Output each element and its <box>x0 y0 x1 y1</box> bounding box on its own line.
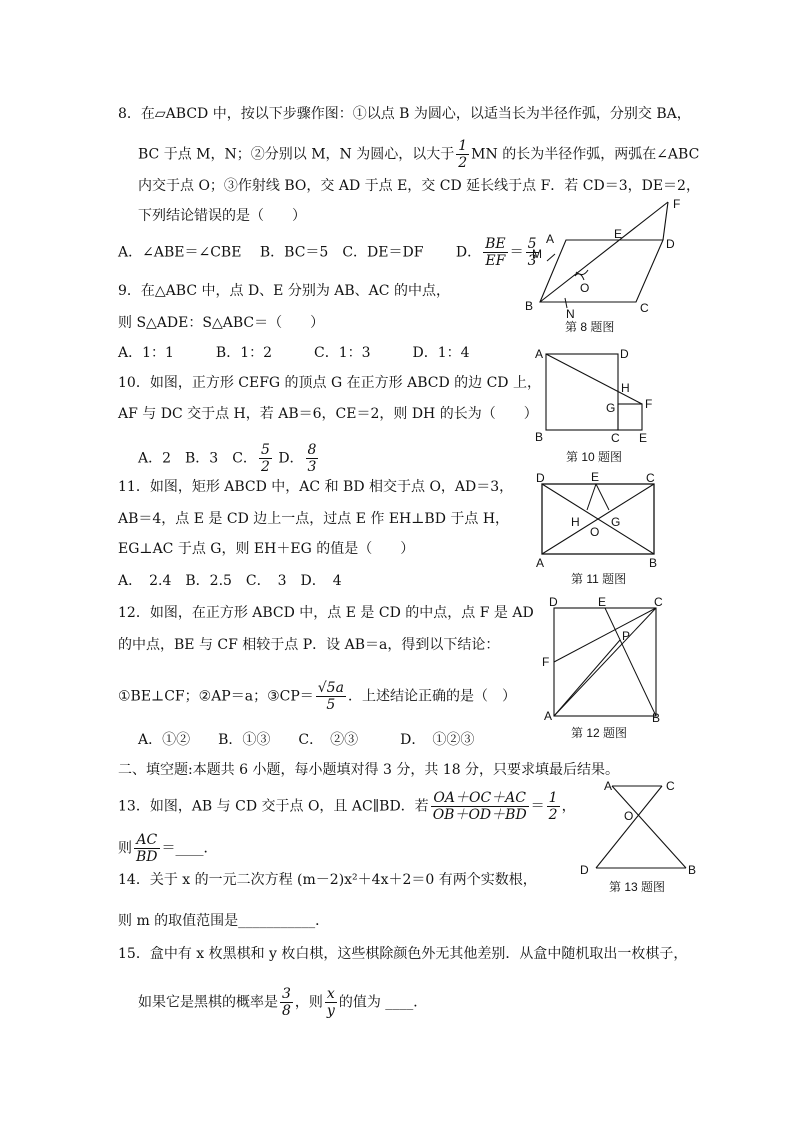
q10-label-g: G <box>606 401 616 415</box>
q10-label-h: H <box>621 381 630 395</box>
q13-line1-a: 13．如图，AB 与 CD 交于点 O，且 AC∥BD．若 <box>118 798 429 815</box>
q8-figure <box>518 196 688 324</box>
q12-line3-a: ①BE⊥CF；②AP＝a；③CP＝ <box>118 688 314 705</box>
q15-ratio-fraction <box>325 986 337 1019</box>
q10-optd-num: 8 <box>307 442 317 458</box>
q10-optd-fraction <box>306 442 319 475</box>
q13-line2 <box>118 832 218 865</box>
section2-heading: 二、填空题:本题共 6 小题，每小题填对得 3 分，共 18 分，只要求填最后结果。 <box>118 762 620 778</box>
q12-label-e: E <box>598 596 607 609</box>
q12-label-c: C <box>654 596 663 609</box>
q14-line1: 14．关于 x 的一元二次方程 (m－2)x²＋4x＋2＝0 有两个实数根， <box>118 872 537 888</box>
q10-figure <box>532 344 662 452</box>
q14-line2: 则 m 的取值范围是___________． <box>118 913 330 929</box>
q13-ans-fraction <box>134 832 160 865</box>
q12-figure <box>538 596 668 730</box>
q11-label-h: H <box>571 515 580 529</box>
q12-label-a: A <box>544 709 553 723</box>
q13-big-num: OA＋OC＋AC <box>431 790 529 807</box>
q13-ans-den: BD <box>136 849 158 865</box>
q13-big-fraction <box>431 790 529 823</box>
q11-line1: 11．如图，矩形 ABCD 中，AC 和 BD 相交于点 O，AD＝3， <box>118 479 514 495</box>
q11-label-e: E <box>591 470 600 484</box>
q9-line2: 则 S△ADE：S△ABC＝（ ） <box>118 315 325 331</box>
q11-label-g: G <box>611 515 621 529</box>
q8-half-den: 2 <box>458 155 468 171</box>
q8-line2-b: MN 的长为半径作弧，两弧在∠ABC <box>471 146 700 163</box>
q8-label-n: N <box>566 307 575 320</box>
q12-cp-den: 5 <box>326 697 336 713</box>
q15-line2-b: ，则 <box>294 994 323 1011</box>
q12-line2: 的中点，BE 与 CF 相较于点 P．设 AB＝a，得到以下结论： <box>118 637 500 653</box>
q12-label-p: P <box>622 629 631 643</box>
q12-line3-b: ．上述结论正确的是（ ） <box>347 688 516 705</box>
q8-label-f: F <box>673 197 681 211</box>
q11-caption: 第 11 题图 <box>571 572 627 586</box>
q13-ans-num: AC <box>134 832 160 849</box>
q8-label-c: C <box>640 301 649 315</box>
q8-half-fraction <box>456 138 469 171</box>
q10-label-e: E <box>639 431 648 445</box>
q12-caption: 第 12 题图 <box>571 726 628 740</box>
q13-label-o: O <box>624 809 634 823</box>
q8-optd-eq: ＝ <box>509 244 524 261</box>
q13-line2-a: 则 <box>118 840 132 857</box>
q8-options <box>118 236 541 269</box>
q13-val-den: 2 <box>548 807 558 823</box>
q8-half-num: 1 <box>458 138 468 154</box>
q8-label-a: A <box>546 232 555 246</box>
q15-prob-den: 8 <box>282 1003 291 1019</box>
q13-label-d: D <box>580 863 589 877</box>
q13-label-a: A <box>604 779 613 793</box>
q8-options-text: A．∠ABE＝∠CBE B．BC＝5 C．DE＝DF D． <box>118 244 482 261</box>
q13-line2-b: ＝____． <box>161 840 218 857</box>
q13-label-b: B <box>688 863 697 877</box>
q15-line1: 15．盒中有 x 枚黑棋和 y 枚白棋，这些棋除颜色外无其他差别．从盒中随机取出一枚棋子， <box>118 946 688 962</box>
q12-cp-num: √5a <box>317 680 344 696</box>
q10-optd-den: 3 <box>307 459 317 475</box>
q11-label-d: D <box>536 471 545 485</box>
q10-options <box>138 442 320 475</box>
q10-optc-num: 5 <box>260 442 270 458</box>
q11-label-o: O <box>590 525 600 539</box>
q10-optc-fraction <box>259 442 272 475</box>
q10-line1: 10．如图，正方形 CEFG 的顶点 G 在正方形 ABCD 的边 CD 上， <box>118 375 541 391</box>
q13-val-num: 1 <box>548 790 558 806</box>
q11-label-b: B <box>649 556 658 570</box>
q8-optd-den: EF <box>485 253 506 269</box>
q15-line2-a: 如果它是黑棋的概率是 <box>138 994 278 1011</box>
q11-options: A． 2.4 B．2.5 C． 3 D． 4 <box>118 573 342 589</box>
q12-options: A．①② B．①③ C． ②③ D． ①②③ <box>138 732 475 748</box>
q13-line1 <box>118 790 576 823</box>
q8-line2-a: BC 于点 M，N；②分别以 M，N 为圆心，以大于 <box>138 146 455 163</box>
q15-ratio-num: x <box>325 986 337 1003</box>
q15-line2 <box>138 986 427 1019</box>
q13-label-c: C <box>666 779 675 793</box>
q8-optd-fraction <box>483 236 508 269</box>
q11-figure <box>530 470 665 574</box>
q8-label-d: D <box>666 237 675 251</box>
q8-caption: 第 8 题图 <box>565 320 615 334</box>
q13-figure <box>572 774 702 884</box>
q8-optd-vnum: 5 <box>527 236 537 252</box>
q10-caption: 第 10 题图 <box>566 450 623 464</box>
q12-cp-fraction <box>316 680 346 713</box>
q9-line1: 9．在△ABC 中，点 D、E 分别为 AB、AC 的中点， <box>118 283 450 299</box>
q12-label-f: F <box>542 655 550 669</box>
q11-line3: EG⊥AC 于点 G，则 EH＋EG 的值是（ ） <box>118 541 415 557</box>
q12-line3 <box>118 680 516 713</box>
q12-label-b: B <box>652 711 661 725</box>
q8-label-m: M <box>532 247 542 261</box>
q8-label-e: E <box>614 227 623 241</box>
q9-options: A．1：1 B．1：2 C．1：3 D．1：4 <box>118 345 470 361</box>
q15-ratio-den: y <box>326 1003 335 1019</box>
q15-prob-num: 3 <box>282 986 291 1002</box>
q8-label-b: B <box>525 299 534 313</box>
q8-optd-num: BE <box>485 236 506 252</box>
q8-line2 <box>138 138 699 171</box>
q13-big-den: OB＋OD＋BD <box>432 807 527 823</box>
q12-label-d: D <box>549 596 558 609</box>
q8-label-o: O <box>580 281 590 295</box>
q15-prob-fraction <box>280 986 293 1019</box>
q10-label-b: B <box>535 430 544 444</box>
q10-line2: AF 与 DC 交于点 H，若 AB＝6，CE＝2，则 DH 的长为（ ） <box>118 406 538 422</box>
q13-eq: ＝ <box>530 798 545 815</box>
q13-val-fraction <box>547 790 560 823</box>
q11-label-a: A <box>536 556 545 570</box>
q8-line1: 8．在▱ABCD 中，按以下步骤作图：①以点 B 为圆心，以适当长为半径作弧，分别交 BA， <box>118 106 691 122</box>
q10-options-text: A．2 B．3 C． <box>138 450 257 467</box>
q10-label-a: A <box>535 347 544 361</box>
q11-label-c: C <box>646 471 655 485</box>
q11-line2: AB＝4，点 E 是 CD 边上一点，过点 E 作 EH⊥BD 于点 H， <box>118 511 510 527</box>
q10-label-c: C <box>611 431 620 445</box>
q10-label-d: D <box>620 347 629 361</box>
q10-optc-den: 2 <box>260 459 270 475</box>
q12-line1: 12．如图，在正方形 ABCD 中，点 E 是 CD 的中点，点 F 是 AD <box>118 605 534 621</box>
q8-optd-vden: 3 <box>527 253 537 269</box>
q8-line3: 内交于点 O；③作射线 BO，交 AD 于点 E，交 CD 延长线于点 F．若 CD＝3，DE＝2， <box>138 178 700 194</box>
q8-line4: 下列结论错误的是（ ） <box>138 208 306 224</box>
q15-line2-c: 的值为 ____． <box>338 994 428 1011</box>
q13-comma: ， <box>561 798 576 815</box>
q13-caption: 第 13 题图 <box>609 880 666 894</box>
q10-optd-label: D． <box>278 450 304 467</box>
q10-label-f: F <box>645 397 653 411</box>
